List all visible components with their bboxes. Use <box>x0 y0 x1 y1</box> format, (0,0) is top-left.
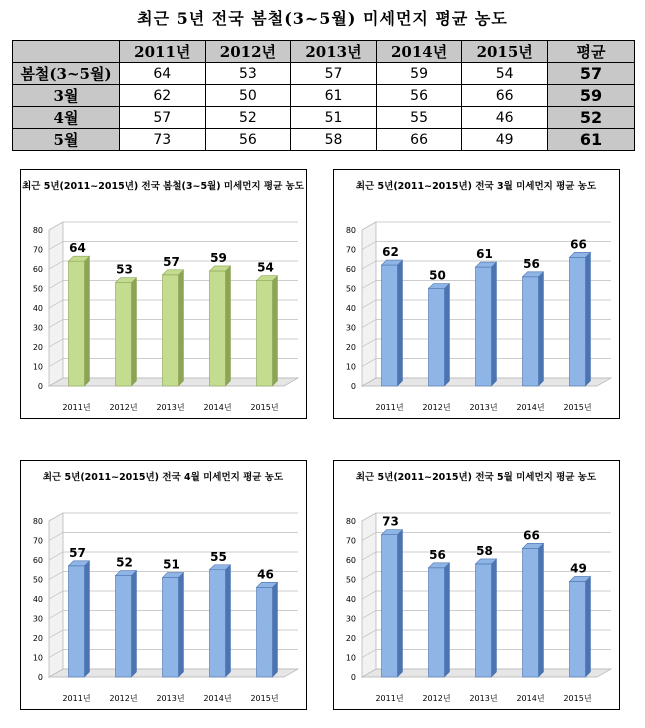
y-tick-label: 30 <box>345 614 356 624</box>
table-cell: 73 <box>120 129 206 151</box>
x-tick-label: 2013년 <box>469 694 498 703</box>
y-tick-label: 60 <box>345 265 356 274</box>
x-tick-label: 2013년 <box>156 694 185 703</box>
average-cell: 61 <box>548 129 635 151</box>
column-header: 2012년 <box>205 41 291 63</box>
column-header: 2014년 <box>376 41 462 63</box>
bar <box>257 587 273 677</box>
table-cell: 50 <box>205 85 291 107</box>
table-row <box>13 107 635 129</box>
gridline <box>49 513 298 521</box>
bar <box>570 581 586 677</box>
summary-table <box>12 40 635 151</box>
table-cell: 66 <box>376 129 462 151</box>
gridline <box>362 513 611 521</box>
table-row <box>13 63 635 85</box>
chart-spring <box>20 169 307 419</box>
bar <box>69 566 85 677</box>
gridline <box>49 222 298 230</box>
row-label: 4월 <box>13 107 120 129</box>
y-tick-label: 40 <box>32 304 43 313</box>
y-tick-label: 50 <box>32 575 43 585</box>
data-label: 58 <box>476 543 493 558</box>
y-tick-label: 20 <box>32 634 43 643</box>
data-label: 73 <box>382 514 399 529</box>
data-label: 53 <box>116 262 133 277</box>
y-tick-label: 30 <box>32 614 43 624</box>
data-label: 59 <box>210 250 227 265</box>
bar-side <box>539 543 544 677</box>
bar-side <box>398 530 403 677</box>
y-tick-label: 80 <box>32 517 43 526</box>
y-tick-label: 60 <box>345 556 356 565</box>
table-cell: 64 <box>120 63 206 85</box>
bar <box>116 576 132 677</box>
chart-title: 최근 5년(2011~2015년) 전국 3월 미세먼지 평균 농도 <box>355 181 597 192</box>
chart-march <box>333 169 620 419</box>
bar <box>476 267 492 386</box>
y-tick-label: 10 <box>345 362 356 372</box>
bar-side <box>492 559 497 677</box>
table-cell: 58 <box>291 129 377 151</box>
bar-side <box>445 563 450 677</box>
table-header-row <box>13 41 635 63</box>
bar <box>523 548 539 677</box>
x-tick-label: 2015년 <box>250 694 279 703</box>
x-tick-label: 2015년 <box>563 694 592 703</box>
table-cell: 54 <box>462 63 548 85</box>
table-cell: 61 <box>291 85 377 107</box>
column-header: 2013년 <box>291 41 377 63</box>
chart-svg <box>334 170 619 418</box>
y-tick-label: 70 <box>32 536 43 546</box>
data-label: 52 <box>116 555 133 570</box>
data-label: 56 <box>523 256 540 271</box>
column-header: 2015년 <box>462 41 548 63</box>
bar-side <box>226 565 231 677</box>
x-tick-label: 2011년 <box>375 694 404 703</box>
y-tick-label: 70 <box>345 245 356 255</box>
bar <box>476 564 492 677</box>
row-label: 5월 <box>13 129 120 151</box>
bar-side <box>132 278 137 386</box>
table-cell: 46 <box>462 107 548 129</box>
data-label: 46 <box>257 567 274 582</box>
table-cell: 62 <box>120 85 206 107</box>
bar-side <box>492 262 497 386</box>
y-tick-label: 30 <box>32 323 43 333</box>
y-tick-label: 70 <box>32 245 43 255</box>
data-label: 55 <box>210 549 227 564</box>
data-label: 50 <box>429 268 446 283</box>
y-tick-label: 50 <box>345 284 356 294</box>
row-label: 봄철(3~5월) <box>13 63 120 85</box>
x-tick-label: 2014년 <box>516 694 545 703</box>
data-label: 66 <box>523 528 540 543</box>
bar <box>257 281 273 386</box>
x-tick-label: 2012년 <box>109 694 138 703</box>
bar-side <box>586 576 591 677</box>
column-header-average: 평균 <box>548 41 635 63</box>
table-cell: 57 <box>120 107 206 129</box>
bar <box>163 578 179 677</box>
y-tick-label: 40 <box>345 304 356 313</box>
bar-side <box>179 573 184 677</box>
x-tick-label: 2012년 <box>109 403 138 412</box>
y-tick-label: 0 <box>37 382 43 391</box>
bar-side <box>85 256 90 386</box>
table-cell: 53 <box>205 63 291 85</box>
bar-side <box>179 270 184 386</box>
y-tick-label: 40 <box>345 595 356 604</box>
y-tick-label: 50 <box>345 575 356 585</box>
average-cell: 52 <box>548 107 635 129</box>
y-tick-label: 60 <box>32 556 43 565</box>
table-row <box>13 85 635 107</box>
page-title: 최근 5년 전국 봄철(3~5월) 미세먼지 평균 농도 <box>137 9 508 28</box>
data-label: 64 <box>69 241 86 256</box>
y-tick-label: 10 <box>32 362 43 372</box>
x-tick-label: 2013년 <box>469 403 498 412</box>
table-cell: 56 <box>205 129 291 151</box>
data-label: 57 <box>163 254 180 269</box>
row-label: 3월 <box>13 85 120 107</box>
bar-side <box>398 260 403 386</box>
table-cell: 51 <box>291 107 377 129</box>
y-tick-label: 30 <box>345 323 356 333</box>
x-tick-label: 2015년 <box>250 403 279 412</box>
table-cell: 66 <box>462 85 548 107</box>
data-label: 62 <box>382 245 399 260</box>
y-tick-label: 0 <box>37 673 43 682</box>
table-cell: 52 <box>205 107 291 129</box>
y-tick-label: 80 <box>32 226 43 235</box>
chart-title: 최근 5년(2011~2015년) 전국 4월 미세먼지 평균 농도 <box>42 472 284 483</box>
bar <box>69 261 85 386</box>
chart-title: 최근 5년(2011~2015년) 전국 봄철(3~5월) 미세먼지 평균 농도 <box>22 181 304 192</box>
data-label: 57 <box>69 545 86 560</box>
bar <box>116 283 132 386</box>
y-tick-label: 0 <box>350 382 356 391</box>
y-tick-label: 10 <box>345 653 356 663</box>
x-tick-label: 2011년 <box>62 403 91 412</box>
data-label: 56 <box>429 547 446 562</box>
x-tick-label: 2013년 <box>156 403 185 412</box>
table-cell: 56 <box>376 85 462 107</box>
bar-side <box>445 284 450 387</box>
average-cell: 57 <box>548 63 635 85</box>
bar-side <box>586 252 591 386</box>
bar <box>163 275 179 386</box>
y-tick-label: 50 <box>32 284 43 294</box>
chart-svg <box>21 461 306 709</box>
gridline <box>362 222 611 230</box>
x-tick-label: 2014년 <box>203 694 232 703</box>
x-tick-label: 2012년 <box>422 403 451 412</box>
bar <box>210 271 226 386</box>
table-cell: 49 <box>462 129 548 151</box>
x-tick-label: 2014년 <box>203 403 232 412</box>
average-cell: 59 <box>548 85 635 107</box>
x-tick-label: 2011년 <box>62 694 91 703</box>
column-header: 2011년 <box>120 41 206 63</box>
y-tick-label: 40 <box>32 595 43 604</box>
chart-title: 최근 5년(2011~2015년) 전국 5월 미세먼지 평균 농도 <box>355 472 597 483</box>
bar-side <box>85 561 90 677</box>
table-cell: 57 <box>291 63 377 85</box>
data-label: 51 <box>163 557 180 572</box>
x-tick-label: 2011년 <box>375 403 404 412</box>
y-tick-label: 0 <box>350 673 356 682</box>
data-label: 49 <box>570 561 587 576</box>
table-corner-cell <box>13 41 120 63</box>
data-label: 66 <box>570 237 587 252</box>
bar-side <box>273 582 278 677</box>
data-label: 61 <box>476 247 493 262</box>
bar-side <box>273 276 278 386</box>
bar <box>429 289 445 387</box>
x-tick-label: 2012년 <box>422 694 451 703</box>
bar <box>523 277 539 386</box>
y-tick-label: 80 <box>345 226 356 235</box>
chart-may <box>333 460 620 710</box>
y-tick-label: 20 <box>32 343 43 352</box>
data-label: 54 <box>257 260 274 275</box>
chart-april <box>20 460 307 710</box>
gridline <box>49 242 298 250</box>
table-cell: 55 <box>376 107 462 129</box>
bar <box>382 265 398 386</box>
y-tick-label: 80 <box>345 517 356 526</box>
x-tick-label: 2015년 <box>563 403 592 412</box>
x-tick-label: 2014년 <box>516 403 545 412</box>
chart-svg <box>21 170 306 418</box>
bar-side <box>226 266 231 386</box>
chart-svg <box>334 461 619 709</box>
gridline <box>49 533 298 541</box>
y-tick-label: 60 <box>32 265 43 274</box>
y-tick-label: 10 <box>32 653 43 663</box>
bar <box>570 257 586 386</box>
bar-side <box>539 272 544 386</box>
bar <box>382 535 398 677</box>
table-cell: 59 <box>376 63 462 85</box>
bar-side <box>132 571 137 677</box>
y-tick-label: 70 <box>345 536 356 546</box>
bar <box>429 568 445 677</box>
y-tick-label: 20 <box>345 343 356 352</box>
bar <box>210 570 226 677</box>
table-row <box>13 129 635 151</box>
y-tick-label: 20 <box>345 634 356 643</box>
